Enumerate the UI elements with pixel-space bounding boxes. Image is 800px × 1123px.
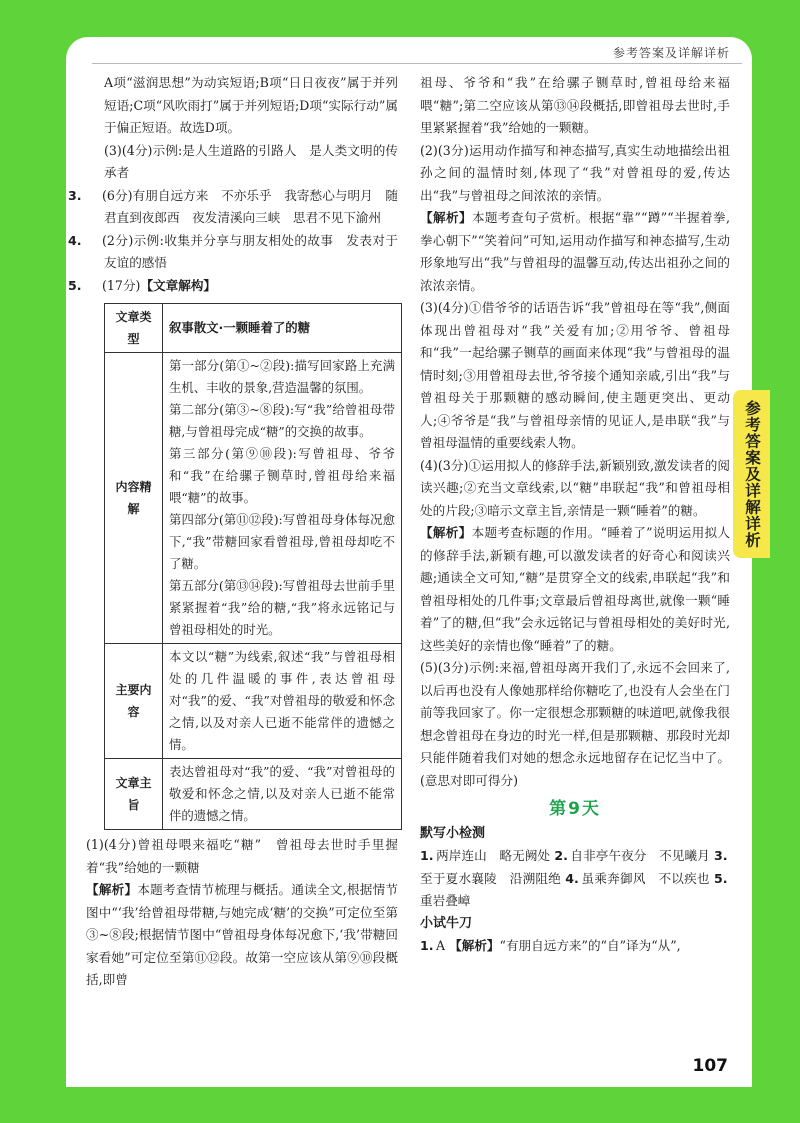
- trial-q1-number: 1.: [420, 938, 434, 953]
- main-label: 主要内容: [105, 644, 163, 759]
- content-value: [163, 353, 402, 644]
- page-number: 107: [692, 1056, 728, 1076]
- q4-number: 4.: [68, 232, 82, 248]
- analysis-tag: 【解析】: [420, 525, 472, 540]
- q5-part1-analysis: [86, 879, 398, 992]
- content-part: 第三部分(第⑨⑩段):写曾祖母、爷爷和“我”在给骡子铡草时,曾祖母给来福喂“糖”的故事。: [169, 446, 395, 505]
- q3-number: 3.: [68, 187, 82, 203]
- content-part: 第五部分(第⑬⑭段):写曾祖母去世前手里紧紧握着“我”给的糖,“我”将永远铭记与曾祖母相处的时光。: [169, 578, 395, 637]
- day-title: 第9天: [549, 799, 601, 819]
- q5-part4: (4)(3分)①运用拟人的修辞手法,新颖别致,激发读者的阅读兴趣;②充当文章线索,以“糖”串联起“我”和曾祖母相处的片段;③暗示文章主旨,亲情是一颗“睡着”的糖。: [420, 457, 730, 518]
- q5-part1-continuation: 祖母、爷爷和“我”在给骡子铡草时,曾祖母给来福喂“糖”;第二空应该从第⑬⑭段概括,即曾祖母去世时,手里紧紧握着“我”给她的一颗糖。: [420, 75, 730, 135]
- theme-label: 文章主旨: [105, 759, 163, 830]
- type-label: 文章类型: [105, 304, 163, 353]
- dictation-answer: 两岸连山 略无阙处: [436, 848, 551, 863]
- q5-number: 5.: [68, 277, 82, 293]
- q5-heading: [68, 275, 398, 298]
- theme-value: 表达曾祖母对“我”的爱、“我”对曾祖母的敬爱和怀念之情,以及对亲人已逝不能常伴的遗憾之情。: [163, 759, 402, 830]
- main-value: 本文以“糖”为线索,叙述“我”与曾祖母相处的几件温暖的事件,表达曾祖母对“我”的爱、“我”对曾祖母的敬爱和怀念之情,以及对亲人已逝不能常伴的遗憾之情。: [163, 644, 402, 759]
- dictation-number: 4.: [565, 870, 579, 886]
- right-column: [420, 72, 730, 958]
- left-column: [68, 72, 399, 992]
- q4-text: (2分)示例:收集并分享与朋友相处的故事 发表对于友谊的感悟: [102, 232, 398, 270]
- q2-part3: (3)(4分)示例:是人生道路的引路人 是人类文明的传承者: [104, 142, 398, 180]
- dictation-answer: 重岩叠嶂: [420, 893, 471, 908]
- article-structure-table: [104, 303, 402, 830]
- running-header: 参考答案及详解详析: [612, 46, 730, 60]
- analysis-text: 本题考查标题的作用。“睡着了”说明运用拟人的修辞手法,新颖有趣,可以激发读者的好奇心和阅读兴趣;通读全文可知,“糖”是贯穿全文的线索,串联起“我”和曾祖母相处的几件事;文章最后曾祖母离世,就像一颗“睡着”了的糖,但“我”会永远铭记与曾祖母相处的美好时光,这些美好的亲情也像“睡着”了的糖。: [420, 525, 730, 653]
- q3: [68, 185, 398, 230]
- trial-q1-text: “有朋自远方来”的“自”译为“从”,: [499, 938, 681, 953]
- q5-part4-analysis: [420, 522, 730, 657]
- dictation-number: 3.: [713, 848, 728, 863]
- content-label: 内容精解: [105, 353, 163, 644]
- trial-title: 小试牛刀: [420, 915, 473, 931]
- table-row: [105, 644, 402, 759]
- q5-part1: (1)(4分)曾祖母喂来福吃“糖” 曾祖母去世时手里握着“我”给她的一颗糖: [86, 837, 398, 875]
- analysis-text: 本题考查句子赏析。根据“靠”“蹲”“半握着拳,拳心朝下”“笑着问”可知,运用动作描写和神态描写,生动形象地写出“我”与曾祖母的温馨互动,传达出祖孙之间的浓浓亲情。: [420, 210, 730, 293]
- q5-score: (17分): [102, 277, 141, 293]
- analysis-tag: 【解析】: [420, 210, 472, 225]
- q5-tag: 【文章解构】: [140, 277, 217, 293]
- content-part: 第一部分(第①~②段):描写回家路上充满生机、丰收的景象,营造温馨的氛围。: [169, 358, 395, 395]
- dictation-title: 默写小检测: [420, 825, 486, 841]
- q5-part2-analysis: [420, 207, 730, 297]
- section-side-tab: 参考答案及详解详析: [733, 390, 770, 558]
- type-value: 叙事散文·一颗睡着了的糖: [163, 304, 402, 353]
- dictation-number: 1.: [420, 848, 434, 863]
- q5-part5: (5)(3分)示例:来福,曾祖母离开我们了,永远不会回来了,以后再也没有人像她那样给你糖吃了,也没有人会坐在门前等我回家了。你一定很想念那颗糖的味道吧,就像我很想念曾祖母在身边的时光一样,但是那颗糖、那段时光却只能伴随着我们对她的想念永远地留存在记忆当中了。(意思对即可得分): [420, 660, 730, 788]
- q4: [68, 230, 398, 275]
- table-row: [105, 304, 402, 353]
- content-part: 第二部分(第③~⑧段):写“我”给曾祖母带糖,与曾祖母完成“糖”的交换的故事。: [169, 402, 395, 439]
- table-row: [105, 353, 402, 644]
- trial-q1: [420, 935, 730, 958]
- table-row: [105, 759, 402, 830]
- trial-q1-answer: A: [436, 938, 446, 953]
- analysis-tag: 【解析】: [86, 882, 138, 897]
- dictation-answers: [420, 845, 730, 913]
- analysis-tag: 【解析】: [449, 938, 500, 953]
- q3-text: (6分)有朋自远方来 不亦乐乎 我寄愁心与明月 随君直到夜郎西 夜发清溪向三峡 思君不见下渝州: [102, 187, 398, 225]
- dictation-answer: 至于夏水襄陵 沿溯阻绝: [420, 870, 562, 886]
- dictation-answer: 自非亭午夜分 不见曦月: [570, 848, 710, 863]
- content-part: 第四部分(第⑪⑫段):写曾祖母身体每况愈下,“我”带糖回家看曾祖母,曾祖母却吃不了糖。: [169, 512, 395, 571]
- analysis-text: 本题考查情节梳理与概括。通读全文,根据情节图中“‘我’给曾祖母带糖,与她完成‘糖’的交换”可定位至第③~⑧段;根据情节图中“曾祖母身体每况愈下,‘我’带糖回家看她”可定位至第⑪⑫段。故第一空应该从第⑨⑩段概括,即曾: [86, 882, 399, 987]
- q5-part3: (3)(4分)①借爷爷的话语告诉“我”曾祖母在等“我”,侧面体现出曾祖母对“我”关爱有加;②用爷爷、曾祖母和“我”一起给骡子铡草的画面来体现“我”与曾祖母的温情时刻;③用曾祖母去世,爷爷接个通知亲戚,引出“我”与曾祖母关于那颗糖的感动瞬间,使主题更突出、更动人;④爷爷是“我”与曾祖母亲情的见证人,是串联“我”与曾祖母温情的重要线索人物。: [420, 300, 730, 450]
- q2-continuation: A项“滋润思想”为动宾短语;B项“日日夜夜”属于并列短语;C项“风吹雨打”属于并列短语;D项“实际行动”属于偏正短语。故选D项。: [104, 75, 398, 135]
- dictation-number: 5.: [714, 870, 728, 886]
- q5-part2: (2)(3分)运用动作描写和神态描写,真实生动地描绘出祖孙之间的温情时刻,体现了“我”对曾祖母的爱,传达出“我”与曾祖母之间浓浓的亲情。: [420, 142, 730, 203]
- header-rule: [92, 63, 742, 64]
- dictation-answer: 虽乘奔御风 不以疾也: [581, 870, 710, 886]
- dictation-number: 2.: [554, 848, 568, 863]
